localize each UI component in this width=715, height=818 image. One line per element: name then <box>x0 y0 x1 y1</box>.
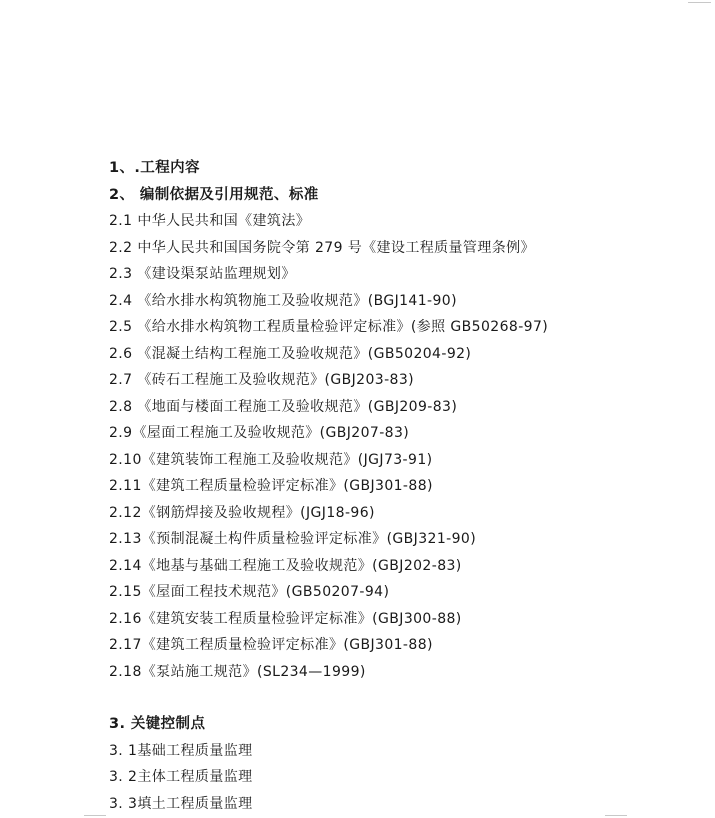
page-corner-mark <box>84 815 106 816</box>
document-body <box>109 155 709 817</box>
reference-item: 2.16《建筑安装工程质量检验评定标准》(GBJ300-88) <box>109 610 462 627</box>
section-heading-3: 3. 关键控制点 <box>109 716 206 732</box>
reference-item: 2.1 中华人民共和国《建筑法》 <box>109 213 311 229</box>
reference-item: 2.6 《混凝土结构工程施工及验收规范》(GB50204-92) <box>109 345 472 362</box>
reference-item: 2.12《钢筋焊接及验收规程》(JGJ18-96) <box>109 504 375 521</box>
reference-item: 2.17《建筑工程质量检验评定标准》(GBJ301-88) <box>109 637 433 653</box>
control-point-item: 3. 2主体工程质量监理 <box>109 769 253 785</box>
section-heading-2: 2、 编制依据及引用规范、标准 <box>109 186 319 203</box>
page-corner-mark <box>688 2 711 3</box>
reference-item: 2.9《屋面工程施工及验收规范》(GBJ207-83) <box>109 425 410 441</box>
section-heading-1: 1、.工程内容 <box>109 160 200 176</box>
reference-item: 2.2 中华人民共和国国务院令第 279 号《建设工程质量管理条例》 <box>109 239 535 256</box>
reference-item: 2.7 《砖石工程施工及验收规范》(GBJ203-83) <box>109 372 415 388</box>
reference-item: 2.5 《给水排水构筑物工程质量检验评定标准》(参照 GB50268-97) <box>109 319 549 335</box>
reference-item: 2.8 《地面与楼面工程施工及验收规范》(GBJ209-83) <box>109 398 458 415</box>
control-point-item: 3. 3填土工程质量监理 <box>109 795 253 812</box>
reference-item: 2.11《建筑工程质量检验评定标准》(GBJ301-88) <box>109 478 433 494</box>
reference-item: 2.13《预制混凝土构件质量检验评定标准》(GBJ321-90) <box>109 531 477 547</box>
paragraph-spacer <box>109 685 709 711</box>
reference-item: 2.10《建筑装饰工程施工及验收规范》(JGJ73-91) <box>109 451 433 468</box>
reference-item: 2.15《屋面工程技术规范》(GB50207-94) <box>109 584 390 600</box>
reference-item: 2.14《地基与基础工程施工及验收规范》(GBJ202-83) <box>109 557 462 574</box>
control-point-item: 3. 1基础工程质量监理 <box>109 742 253 759</box>
reference-item: 2.18《泵站施工规范》(SL234—1999) <box>109 663 366 680</box>
reference-item: 2.3 《建设渠泵站监理规划》 <box>109 266 296 282</box>
reference-item: 2.4 《给水排水构筑物施工及验收规范》(BGJ141-90) <box>109 292 457 309</box>
